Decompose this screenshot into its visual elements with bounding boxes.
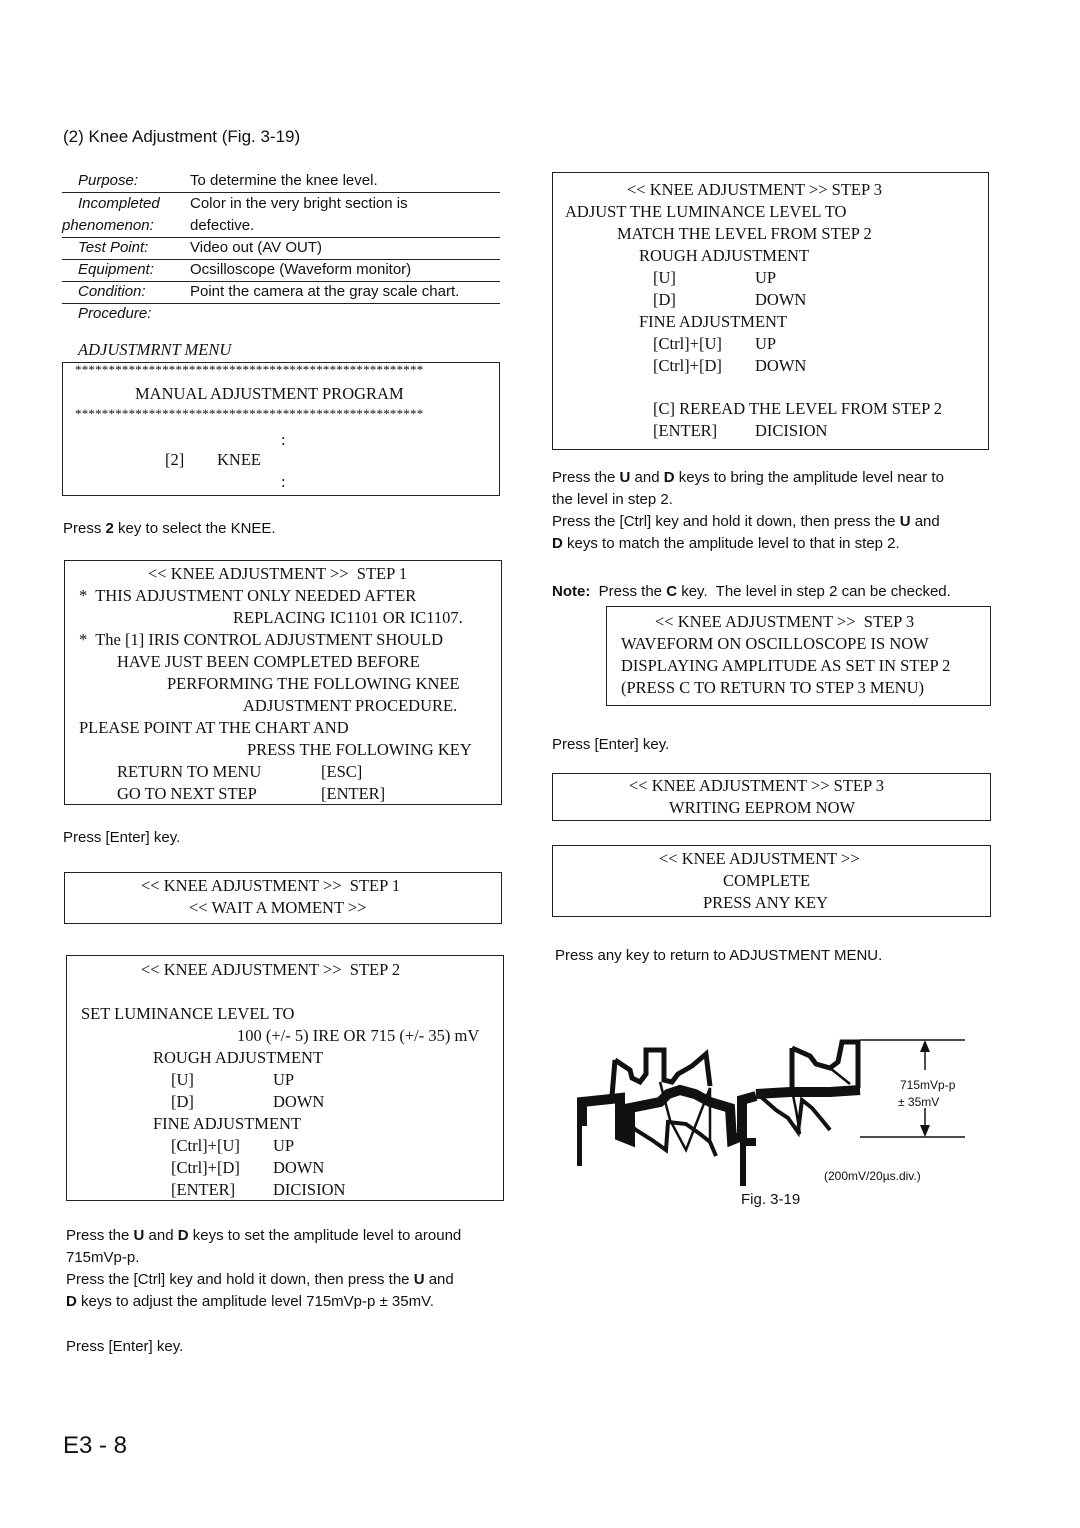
key-action: UP xyxy=(273,1136,295,1155)
text-line xyxy=(552,533,997,555)
fine-adjustment-label: FINE ADJUSTMENT xyxy=(639,312,788,331)
figure-caption: Fig. 3-19 xyxy=(741,1191,801,1208)
press-enter-instruction: Press [Enter] key. xyxy=(66,1338,184,1355)
key-c: C xyxy=(666,583,678,600)
arrow-down-icon xyxy=(920,1125,930,1137)
text-line xyxy=(66,1225,506,1247)
text: and xyxy=(144,1227,178,1244)
ctrl-u-key[interactable]: [Ctrl]+[U] xyxy=(171,1136,240,1155)
menu-colon: : xyxy=(281,430,286,449)
fine-adjustment-label: FINE ADJUSTMENT xyxy=(153,1114,302,1133)
complete-screen xyxy=(552,845,991,917)
step1-line: REPLACING IC1101 OR IC1107. xyxy=(233,608,463,627)
table-label: phenomenon: xyxy=(62,217,154,234)
step2-header: << KNEE ADJUSTMENT >> STEP 2 xyxy=(141,960,401,979)
ctrl-d-key[interactable]: [Ctrl]+[D] xyxy=(653,356,722,375)
step3-line: MATCH THE LEVEL FROM STEP 2 xyxy=(617,224,872,243)
table-rule xyxy=(62,192,500,193)
step3-header: << KNEE ADJUSTMENT >> STEP 3 xyxy=(627,180,882,199)
key-action: DOWN xyxy=(273,1092,325,1111)
ctrl-u-key[interactable]: [Ctrl]+[U] xyxy=(653,334,722,353)
table-value: Video out (AV OUT) xyxy=(190,239,322,256)
text: Press the xyxy=(552,469,620,486)
step2-screen xyxy=(66,955,504,1201)
text: Press the xyxy=(66,1227,134,1244)
table-value: Ocsilloscope (Waveform monitor) xyxy=(190,261,412,278)
table-label: Purpose: xyxy=(78,172,139,189)
text-line: 715mVp-p. xyxy=(66,1249,140,1266)
step1-line: PLEASE POINT AT THE CHART AND xyxy=(79,718,349,737)
return-to-menu-option: RETURN TO MENU xyxy=(117,762,262,781)
c-reread-key[interactable]: [C] REREAD THE LEVEL FROM STEP 2 xyxy=(653,399,943,418)
text: and xyxy=(630,469,664,486)
rough-adjustment-label: ROUGH ADJUSTMENT xyxy=(153,1048,324,1067)
page-number: E3 - 8 xyxy=(63,1432,128,1459)
menu-item-knee[interactable]: KNEE xyxy=(217,450,261,469)
d-key[interactable]: [D] xyxy=(171,1092,194,1111)
table-label: Test Point: xyxy=(78,239,149,256)
eeprom-screen xyxy=(552,773,991,821)
section-title: (2) Knee Adjustment (Fig. 3-19) xyxy=(63,127,301,146)
key-u: U xyxy=(899,513,911,530)
step1-header: << KNEE ADJUSTMENT >> STEP 1 xyxy=(148,564,408,583)
menu-screen xyxy=(62,362,500,496)
menu-title: MANUAL ADJUSTMENT PROGRAM xyxy=(135,384,404,403)
table-rule xyxy=(62,303,500,304)
key-action: UP xyxy=(755,268,777,287)
key-action: DICISION xyxy=(755,421,828,440)
note-label: Note: xyxy=(552,583,591,600)
text: and xyxy=(910,513,940,530)
enter-key[interactable]: [ENTER] xyxy=(171,1180,236,1199)
menu-colon: : xyxy=(281,472,286,491)
text: Press the xyxy=(590,583,667,600)
rough-adjustment-label: ROUGH ADJUSTMENT xyxy=(639,246,810,265)
table-label: Incompleted xyxy=(78,195,160,212)
text-line: the level in step 2. xyxy=(552,491,673,508)
eeprom-header: << KNEE ADJUSTMENT >> STEP 3 xyxy=(629,776,884,795)
key-u: U xyxy=(133,1227,145,1244)
step1-line: PERFORMING THE FOLLOWING KNEE xyxy=(167,674,460,693)
return-instruction: Press any key to return to ADJUSTMENT MENU. xyxy=(555,947,883,964)
text: keys to set the amplitude level to around xyxy=(188,1227,462,1244)
step2-instructions xyxy=(66,1225,506,1313)
wait-screen xyxy=(64,872,502,924)
table-label: Condition: xyxy=(78,283,146,300)
step1-line: * THIS ADJUSTMENT ONLY NEEDED AFTER xyxy=(79,586,417,605)
press-2-instruction xyxy=(63,518,276,540)
text-line xyxy=(552,511,997,533)
wait-message: << WAIT A MOMENT >> xyxy=(189,898,367,917)
complete-header: << KNEE ADJUSTMENT >> xyxy=(659,849,860,868)
table-rule xyxy=(62,237,500,238)
enter-key[interactable]: [ENTER] xyxy=(653,421,718,440)
menu-item-number: [2] xyxy=(165,450,185,469)
waveform-line: DISPLAYING AMPLITUDE AS SET IN STEP 2 xyxy=(621,656,951,675)
d-key[interactable]: [D] xyxy=(653,290,676,309)
stars-divider: **************************************************** xyxy=(75,406,424,421)
key-action: DOWN xyxy=(755,356,807,375)
table-value: Color in the very bright section is xyxy=(190,195,408,212)
key-u: U xyxy=(413,1271,425,1288)
key-action: UP xyxy=(755,334,777,353)
press-enter-instruction: Press [Enter] key. xyxy=(63,829,181,846)
note-line xyxy=(552,581,951,603)
table-label: Equipment: xyxy=(78,261,154,278)
step2-line: SET LUMINANCE LEVEL TO xyxy=(81,1004,295,1023)
text: and xyxy=(424,1271,454,1288)
menu-heading: ADJUSTMRNT MENU xyxy=(78,340,232,359)
key-d: D xyxy=(177,1227,189,1244)
tolerance-label: ± 35mV xyxy=(898,1095,940,1109)
text: keys to match the amplitude level to that in step 2. xyxy=(562,535,900,552)
key-u: U xyxy=(619,469,631,486)
text: Press the [Ctrl] key and hold it down, then press the xyxy=(66,1271,414,1288)
table-rule xyxy=(62,281,500,282)
text: Press xyxy=(63,520,106,537)
table-value: Point the camera at the gray scale chart. xyxy=(190,283,460,300)
stars-divider: **************************************************** xyxy=(75,362,424,377)
text-line xyxy=(552,467,997,489)
enter-key[interactable]: [ENTER] xyxy=(321,784,386,803)
text: keys to bring the amplitude level near to xyxy=(674,469,944,486)
text: key. The level in step 2 can be checked. xyxy=(677,583,951,600)
key-action: DOWN xyxy=(755,290,807,309)
eeprom-message: WRITING EEPROM NOW xyxy=(669,798,856,817)
key-action: DICISION xyxy=(273,1180,346,1199)
waveform-screen xyxy=(606,606,991,706)
waveform-header: << KNEE ADJUSTMENT >> STEP 3 xyxy=(655,612,915,631)
step1-line: HAVE JUST BEEN COMPLETED BEFORE xyxy=(117,652,420,671)
waveform-trace xyxy=(577,1040,965,1186)
u-key[interactable]: [U] xyxy=(653,268,676,287)
step1-line: * The [1] IRIS CONTROL ADJUSTMENT SHOULD xyxy=(79,630,444,649)
key-action: DOWN xyxy=(273,1158,325,1177)
table-label: Procedure: xyxy=(78,305,152,322)
waveform-figure xyxy=(560,1030,980,1190)
press-any-key-message: PRESS ANY KEY xyxy=(703,893,828,912)
step3-line: ADJUST THE LUMINANCE LEVEL TO xyxy=(565,202,847,221)
key-d: D xyxy=(66,1293,77,1310)
step3-screen xyxy=(552,172,989,450)
ctrl-d-key[interactable]: [Ctrl]+[D] xyxy=(171,1158,240,1177)
text: keys to adjust the amplitude level 715mVp-p ± 35mV. xyxy=(76,1293,434,1310)
table-value: defective. xyxy=(190,217,255,234)
waveform-line: WAVEFORM ON OSCILLOSCOPE IS NOW xyxy=(621,634,929,653)
wait-header: << KNEE ADJUSTMENT >> STEP 1 xyxy=(141,876,401,895)
key-d: D xyxy=(552,535,563,552)
esc-key[interactable]: [ESC] xyxy=(321,762,363,781)
text-line xyxy=(66,1291,506,1313)
waveform-line: (PRESS C TO RETURN TO STEP 3 MENU) xyxy=(621,678,925,697)
step1-screen xyxy=(64,560,502,805)
complete-message: COMPLETE xyxy=(723,871,811,890)
u-key[interactable]: [U] xyxy=(171,1070,194,1089)
go-to-next-step-option: GO TO NEXT STEP xyxy=(117,784,257,803)
table-rule xyxy=(62,259,500,260)
text: key to select the KNEE. xyxy=(113,520,276,537)
step3-instructions xyxy=(552,467,997,555)
table-value: To determine the knee level. xyxy=(190,172,378,189)
step2-line: 100 (+/- 5) IRE OR 715 (+/- 35) mV xyxy=(237,1026,480,1045)
key-d: D xyxy=(663,469,675,486)
text-line xyxy=(66,1269,506,1291)
key-action: UP xyxy=(273,1070,295,1089)
step1-line: ADJUSTMENT PROCEDURE. xyxy=(243,696,458,715)
step1-line: PRESS THE FOLLOWING KEY xyxy=(247,740,472,759)
level-label: 715mVp-p xyxy=(900,1078,956,1092)
arrow-up-icon xyxy=(920,1040,930,1052)
press-enter-instruction: Press [Enter] key. xyxy=(552,736,670,753)
key-2: 2 xyxy=(105,520,114,537)
scale-label: (200mV/20µs.div.) xyxy=(824,1169,921,1183)
text: Press the [Ctrl] key and hold it down, then press the xyxy=(552,513,900,530)
